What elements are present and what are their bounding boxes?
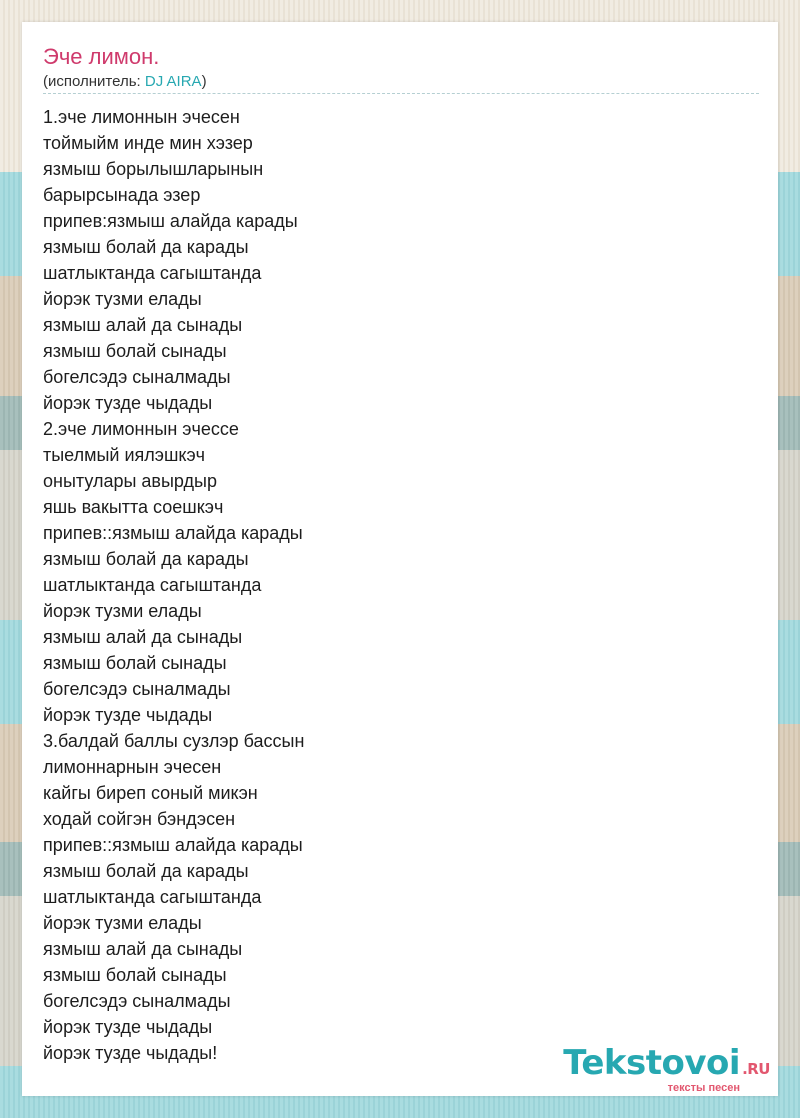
lyrics-text bbox=[43, 104, 304, 1066]
lyric-line: припев::язмыш алайда карады bbox=[43, 523, 303, 543]
lyric-line: йорэк тузде чыдады bbox=[43, 1017, 213, 1037]
lyric-line: шатлыктанда сагыштанда bbox=[43, 887, 262, 907]
lyric-line: язмыш болай да карады bbox=[43, 861, 249, 881]
lyric-line: язмыш болай сынады bbox=[43, 341, 227, 361]
lyric-line: припев:язмыш алайда карады bbox=[43, 211, 298, 231]
lyric-line: тыелмый иялэшкэч bbox=[43, 445, 206, 465]
lyric-line: йорэк тузде чыдады bbox=[43, 393, 213, 413]
artist-link[interactable]: DJ AIRA bbox=[144, 73, 202, 90]
lyric-line: яшь вакытта соешкэч bbox=[43, 497, 224, 517]
lyric-line: 1.эче лимоннын эчесен bbox=[43, 107, 240, 127]
lyric-line: язмыш болай да карады bbox=[43, 549, 249, 569]
title-divider bbox=[43, 93, 759, 94]
lyric-line: ходай сойгэн бэндэсен bbox=[43, 809, 236, 829]
lyric-line: йорэк тузде чыдады! bbox=[43, 1043, 218, 1063]
lyric-line: язмыш болай сынады bbox=[43, 653, 227, 673]
lyric-line: язмыш алай да сынады bbox=[43, 315, 243, 335]
lyric-line: 2.эче лимоннын эчессе bbox=[43, 419, 239, 439]
artist-suffix: ) bbox=[201, 73, 207, 90]
logo-name: Tekstovoi bbox=[563, 1043, 741, 1083]
lyric-line: шатлыктанда сагыштанда bbox=[43, 263, 262, 283]
lyric-line: йорэк тузми елады bbox=[43, 913, 202, 933]
site-logo[interactable] bbox=[563, 1044, 770, 1094]
artist-prefix: (исполнитель: bbox=[43, 73, 145, 90]
lyric-line: язмыш борылышларынын bbox=[43, 159, 264, 179]
lyric-line: богелсэдэ сыналмады bbox=[43, 679, 231, 699]
lyrics-sheet bbox=[22, 22, 778, 1096]
song-title: Эче лимон. bbox=[43, 44, 160, 69]
lyric-line: богелсэдэ сыналмады bbox=[43, 991, 231, 1011]
lyric-line: лимоннарнын эчесен bbox=[43, 757, 222, 777]
lyric-line: шатлыктанда сагыштанда bbox=[43, 575, 262, 595]
lyric-line: богелсэдэ сыналмады bbox=[43, 367, 231, 387]
lyric-line: язмыш алай да сынады bbox=[43, 627, 243, 647]
lyric-line: барырсынада эзер bbox=[43, 185, 201, 205]
lyric-line: йорэк тузми елады bbox=[43, 289, 202, 309]
lyric-line: 3.балдай баллы сузлэр бассын bbox=[43, 731, 305, 751]
lyric-line: язмыш болай сынады bbox=[43, 965, 227, 985]
lyric-line: онытулары авырдыр bbox=[43, 471, 217, 491]
lyric-line: язмыш болай да карады bbox=[43, 237, 249, 257]
artist-line bbox=[43, 73, 207, 90]
logo-tagline: тексты песен bbox=[667, 1082, 740, 1094]
lyric-line: тоймыйм инде мин хэзер bbox=[43, 133, 253, 153]
logo-domain: .RU bbox=[742, 1060, 770, 1078]
lyric-line: йорэк тузде чыдады bbox=[43, 705, 213, 725]
lyric-line: йорэк тузми елады bbox=[43, 601, 202, 621]
lyric-line: кайгы биреп соный микэн bbox=[43, 783, 258, 803]
lyric-line: припев::язмыш алайда карады bbox=[43, 835, 303, 855]
lyric-line: язмыш алай да сынады bbox=[43, 939, 243, 959]
